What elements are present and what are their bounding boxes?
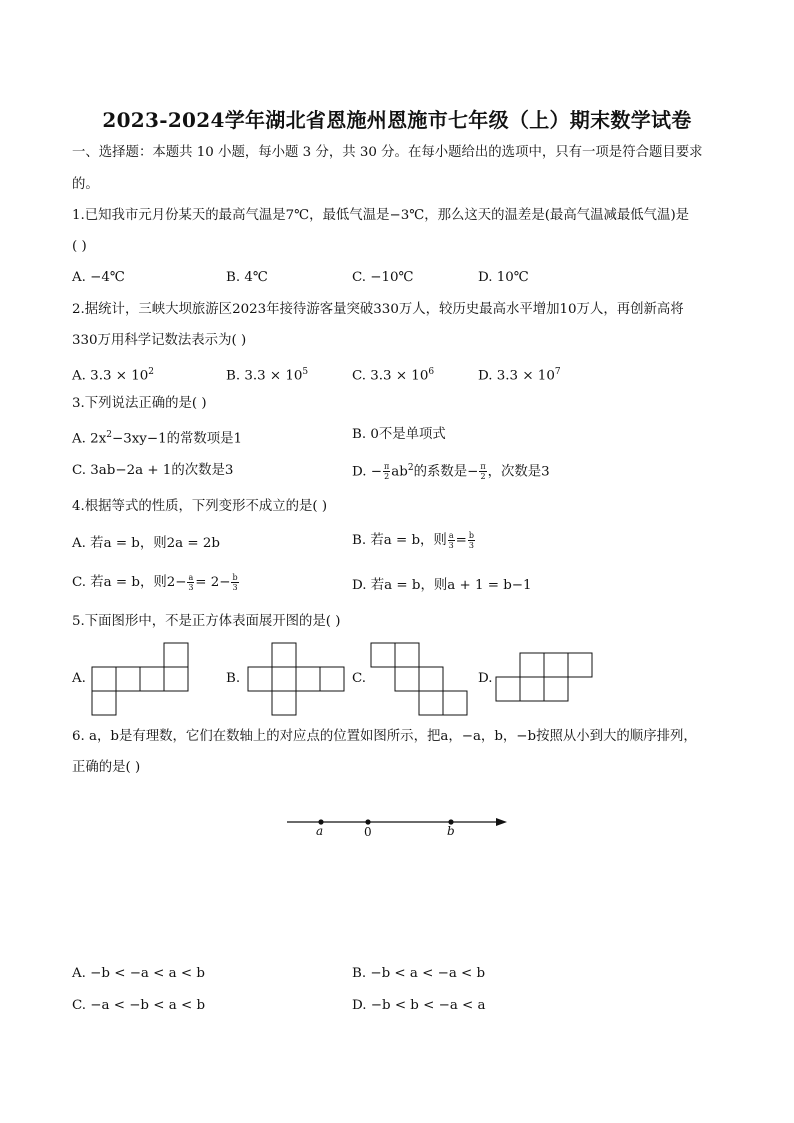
q6-option-d[interactable]: D. −b < b < −a < a	[352, 998, 486, 1013]
page-title: 2023-2024学年湖北省恩施州恩施市七年级（上）期末数学试卷	[102, 108, 692, 132]
q5-option-d-label[interactable]: D.	[478, 671, 493, 686]
section-instructions-line2: 的。	[72, 177, 99, 192]
number-line-label-b: b	[447, 824, 455, 838]
q5-option-b-label[interactable]: B.	[226, 671, 241, 686]
question-2-stem-line2: 330万用科学记数法表示为( )	[72, 333, 247, 348]
question-3-stem: 3.下列说法正确的是( )	[72, 396, 207, 411]
q2-option-a[interactable]: A. $3.3 \times 10^2$	[72, 367, 154, 384]
question-2-stem: 2.据统计，三峡大坝旅游区2023年接待游客量突破330万人，较历史最高水平增加10万人，再创新高将	[72, 302, 684, 317]
question-5-stem: 5.下面图形中，不是正方体表面展开图的是( )	[72, 614, 341, 629]
section-instructions-line1: 一、选择题：本题共 10 小题，每小题 3 分，共 30 分。在每小题给出的选项中，只有一项是符合题目要求	[72, 145, 703, 160]
q4-option-a[interactable]: A. 若a = b，则2a = 2b	[72, 536, 220, 551]
q2-option-c[interactable]: C. $3.3 \times 10^6$	[352, 367, 435, 384]
question-6-stem: 6. a，b是有理数，它们在数轴上的对应点的位置如图所示，把a，−a，b，−b按照从小到大的顺序排列，	[72, 729, 697, 744]
question-1-stem: 1.已知我市元月份某天的最高气温是7℃，最低气温是−3℃，那么这天的温差是(最高气温减最低气温)是	[72, 208, 690, 223]
q1-option-a[interactable]: A. −4℃	[72, 270, 125, 285]
question-1-paren: ( )	[72, 239, 87, 254]
number-line-label-a: a	[316, 824, 324, 838]
number-line-label-zero: 0	[364, 825, 372, 839]
q6-option-c[interactable]: C. −a < −b < a < b	[72, 998, 206, 1013]
q3-option-a[interactable]: A. $2x^2-3xy-1$的常数项是1	[72, 430, 243, 447]
q2-option-d[interactable]: D. $3.3 \times 10^7$	[478, 367, 561, 384]
point-zero	[365, 819, 370, 824]
q3-option-d[interactable]: D. − $\frac{\pi}{2}$ $ab^2$的系数是− $\frac{\pi}{2}$ ，次数是3	[352, 462, 550, 482]
q5-option-c-label[interactable]: C.	[352, 671, 367, 686]
q1-option-b[interactable]: B. 4℃	[226, 270, 268, 285]
q2-option-b[interactable]: B. $3.3 \times 10^5$	[226, 367, 309, 384]
q6-option-a[interactable]: A. −b < −a < a < b	[72, 966, 205, 981]
q4-option-c[interactable]: C. 若a = b，则2− $\frac{a}{3}$ = 2− $\frac{b}{3}$	[72, 573, 238, 592]
arrow-right-icon	[496, 818, 507, 826]
q3-option-c[interactable]: C. 3ab−2a + 1的次数是3	[72, 463, 234, 478]
q4-option-d[interactable]: D. 若a = b，则a + 1 = b−1	[352, 578, 532, 593]
q6-option-b[interactable]: B. −b < a < −a < b	[352, 966, 486, 981]
q1-option-d[interactable]: D. 10℃	[478, 270, 529, 285]
question-6-stem-line2: 正确的是( )	[72, 760, 141, 775]
q3-option-b[interactable]: B. 0不是单项式	[352, 427, 446, 442]
q1-option-c[interactable]: C. −10℃	[352, 270, 414, 285]
q5-option-a-label[interactable]: A.	[72, 671, 86, 686]
q4-option-b[interactable]: B. 若a = b，则 $\frac{a}{3}$ = $\frac{b}{3}$	[352, 531, 474, 550]
question-4-stem: 4.根据等式的性质，下列变形不成立的是( )	[72, 499, 328, 514]
